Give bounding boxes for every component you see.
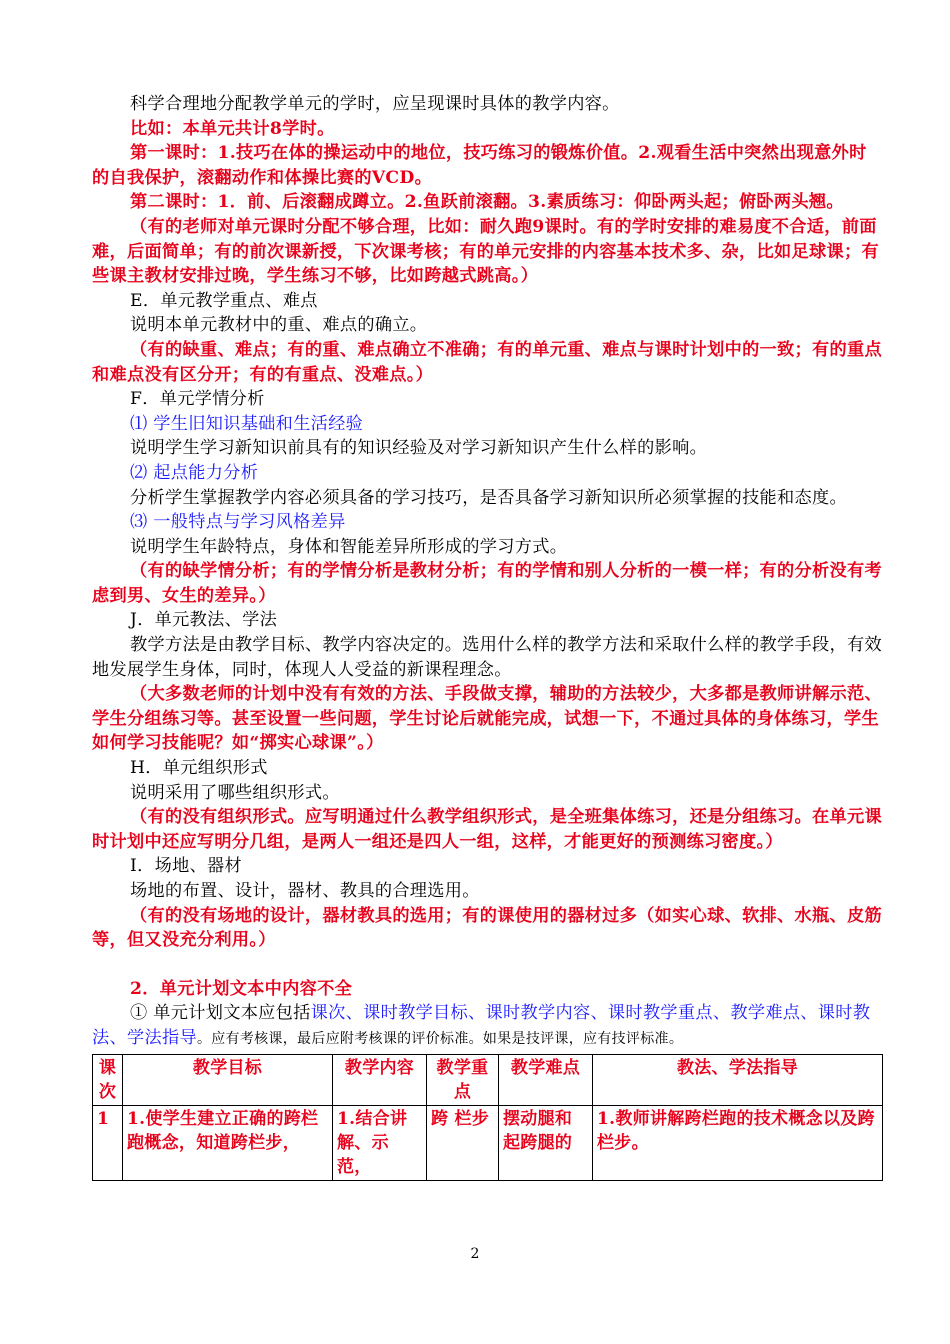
table-cell: 1.结合讲解、示范， — [333, 1105, 427, 1180]
note-paragraph: （有的没有场地的设计，器材教具的选用；有的课使用的器材过多（如实心球、软排、水瓶、皮筋等，但又没充分利用。） — [92, 905, 882, 951]
blank-line — [92, 953, 882, 977]
paragraph: 第二课时：1．前、后滚翻成蹲立。2.鱼跃前滚翻。3.素质练习：仰卧两头起；俯卧两头翘。 — [130, 192, 844, 213]
subheading: ⑶ 一般特点与学习风格差异 — [130, 512, 346, 533]
section-heading: I．场地、器材 — [130, 856, 243, 877]
paragraph: 说明本单元教材中的重、难点的确立。 — [130, 315, 428, 336]
section-heading: 2．单元计划文本中内容不全 — [130, 978, 353, 999]
paragraph: 第一课时：1.技巧在体的操运动中的地位，技巧练习的锻炼价值。2.观看生活中突然出现意外时的自我保护，滚翻动作和体操比赛的VCD。 — [92, 143, 867, 188]
note-paragraph: （有的没有组织形式。应写明通过什么教学组织形式，是全班集体练习，还是分组练习。在单元课时计划中还应写明分几组，是两人一组还是四人一组，这样，才能更好的预测练习密度。） — [92, 807, 882, 852]
table-cell: 1.教师讲解跨栏跑的技术概念以及跨栏步。 — [593, 1105, 883, 1180]
table-header-cell: 教学难点 — [499, 1054, 593, 1105]
subheading: ⑵ 起点能力分析 — [130, 462, 259, 483]
paragraph: 分析学生掌握教学内容必须具备的学习技巧，是否具备学习新知识所必须掌握的技能和态度。 — [130, 487, 847, 508]
table-cell: 跨 栏步 — [427, 1105, 499, 1180]
note-paragraph: （有的缺学情分析；有的学情分析是教材分析；有的学情和别人分析的一模一样；有的分析没有考虑到男、女生的差异。） — [92, 561, 882, 606]
paragraph: 场地的布置、设计，器材、教具的合理选用。 — [130, 881, 480, 901]
paragraph: 教学方法是由教学目标、教学内容决定的。选用什么样的教学方法和采取什么样的教学手段，有效地发展学生身体，同时，体现人人受益的新课程理念。 — [92, 635, 882, 680]
text-run: 。应有考核课，最后应附考核课的评价标准。如果是技评课，应有技评标准。 — [196, 1030, 684, 1047]
paragraph: 说明采用了哪些组织形式。 — [130, 782, 340, 803]
text-run: ① 单元计划文本应包括 — [130, 1003, 311, 1024]
table-row — [93, 1105, 883, 1180]
section-heading: H．单元组织形式 — [130, 758, 268, 779]
table-header-cell: 教学内容 — [333, 1054, 427, 1105]
subheading: ⑴ 学生旧知识基础和生活经验 — [130, 413, 364, 434]
paragraph: 比如：本单元共计8学时。 — [130, 118, 335, 139]
highlighted-text: 课次、课时教学目标、课时教学内容、课时教学重点、教学难点、课时教法、学法指导 — [92, 1003, 871, 1048]
note-paragraph: （大多数老师的计划中没有有效的方法、手段做支撑，辅助的方法较少，大多都是教师讲解示范、学生分组练习等。甚至设置一些问题，学生讨论后就能完成，试想一下，不通过具体的身体练习，学生如何学习技能呢？如“掷实心球课”。） — [92, 684, 882, 754]
document-page — [92, 92, 882, 1181]
table-cell: 1 — [93, 1105, 123, 1180]
table-cell: 1.使学生建立正确的跨栏跑概念，知道跨栏步， — [123, 1105, 333, 1180]
table-header-cell: 教学目标 — [123, 1054, 333, 1105]
paragraph — [92, 1001, 882, 1051]
section-heading: F．单元学情分析 — [130, 389, 265, 410]
table-header-cell: 教学重点 — [427, 1054, 499, 1105]
paragraph: 说明学生年龄特点，身体和智能差异所形成的学习方式。 — [130, 536, 568, 557]
unit-plan-table — [92, 1054, 883, 1181]
paragraph: 科学合理地分配教学单元的学时，应呈现课时具体的教学内容。 — [130, 94, 620, 114]
page-number: 2 — [470, 1246, 480, 1262]
note-paragraph: （有的缺重、难点；有的重、难点确立不准确；有的单元重、难点与课时计划中的一致；有的重点和难点没有区分开；有的有重点、没难点。） — [92, 339, 882, 385]
table-header-cell: 课次 — [93, 1054, 123, 1105]
table-header-cell: 教法、学法指导 — [593, 1054, 883, 1105]
section-heading: E．单元教学重点、难点 — [130, 290, 318, 311]
section-heading: J．单元教法、学法 — [130, 610, 278, 631]
paragraph: 说明学生学习新知识前具有的知识经验及对学习新知识产生什么样的影响。 — [130, 438, 708, 459]
table-cell: 摆动腿和起跨腿的 — [499, 1105, 593, 1180]
table-header-row — [93, 1054, 883, 1105]
note-paragraph: （有的老师对单元课时分配不够合理，比如：耐久跑9课时。有的学时安排的难易度不合适，前面难，后面简单；有的前次课新授，下次课考核；有的单元安排的内容基本技术多、杂，比如足球课；有些课主教材安排过晚，学生练习不够，比如跨越式跳高。） — [92, 216, 879, 287]
